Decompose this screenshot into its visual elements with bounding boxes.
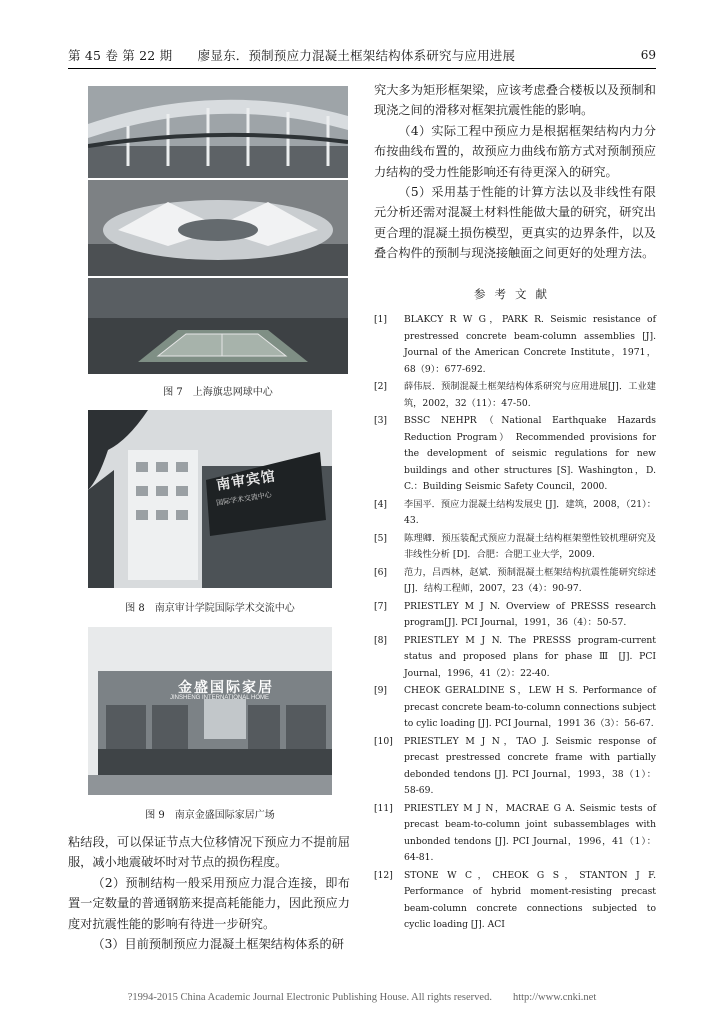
reference-text: PRIESTLEY M J N，TAO J. Seismic response of precast prestressed concrete frame with partially debonded tendons [J]. PCI Journal，1993，38（1）：58-69. <box>404 735 656 796</box>
figure-7-photo-top <box>88 86 348 178</box>
figure-8-sign-subtext: 国际学术交流中心 <box>215 490 273 508</box>
right-paragraph: 究大多为矩形框架梁，应该考虑叠合楼板以及预制和现浇之间的滑移对框架抗震性能的影响。 <box>374 83 656 118</box>
reference-text: PRIESTLEY M J N，MACRAE G A. Seismic tests of precast beam-to-column joint subassemblages with unbonded tendons [J]. PCI Journal，1996，41（1）：64-81. <box>404 802 656 863</box>
running-title: 第 45 卷 第 22 期 廖显东．预制预应力混凝土框架结构体系研究与应用进展 <box>68 48 516 63</box>
figure-8-sign-text: 南审宾馆 <box>215 468 278 494</box>
reference-item <box>374 413 656 496</box>
reference-number: [3] <box>374 415 388 426</box>
reference-item <box>374 565 656 598</box>
reference-item <box>374 531 656 564</box>
reference-item <box>374 312 656 378</box>
reference-text: PRIESTLEY M J N. The PRESSS program-current status and proposed plans for phase Ⅲ [J]. PCI Journal，1996，41（2）：22-40. <box>404 634 656 679</box>
reference-item <box>374 734 656 800</box>
reference-item <box>374 599 656 632</box>
reference-text: BSSC NEHPR（National Earthquake Hazards Reduction Program） Recommended provisions for the development of seismic regulations for new buildings and other structures [S]. Washington，D. C.：Building Seismic Safety Council，2000. <box>404 415 656 492</box>
reference-text: 薛伟辰．预制混凝土框架结构体系研究与应用进展[J]．工业建筑，2002，32（11）：47-50. <box>404 381 656 409</box>
reference-number: [4] <box>374 498 388 510</box>
figure-9-sign-text: 金盛国际家居 <box>178 680 274 696</box>
reference-number: [1] <box>374 314 388 325</box>
right-paragraph: （5）采用基于性能的计算方法以及非线性有限元分析还需对混凝土材料性能做大量的研究，研究出更合理的混凝土损伤模型，更真实的边界条件，以及叠合构件的预制与现浇接触面之间更好的处理方法。 <box>374 185 656 261</box>
running-header <box>68 44 656 66</box>
figure-7-photo-middle <box>88 180 348 276</box>
figure-8-caption: 图 8 南京审计学院国际学术交流中心 <box>125 603 295 614</box>
reference-number: [6] <box>374 566 388 578</box>
reference-number: [12] <box>374 869 393 881</box>
reference-item <box>374 633 656 683</box>
figure-9-photo <box>88 627 332 795</box>
reference-list <box>374 312 656 935</box>
reference-number: [11] <box>374 802 393 814</box>
references-title: 参考文献 <box>474 287 556 301</box>
left-column-text <box>68 832 350 954</box>
reference-item <box>374 801 656 867</box>
right-paragraph: （4）实际工程中预应力是根据框架结构内力分布按曲线布置的，故预应力曲线布筋方式对预制预应力结构的受力性能影响还有待更深入的研究。 <box>374 123 656 179</box>
left-paragraph: 粘结段，可以保证节点大位移情况下预应力不提前屈服，减小地震破坏时对节点的损伤程度。 <box>68 835 350 870</box>
copyright-footer: ?1994-2015 China Academic Journal Electronic Publishing House. All rights reserved. http://www.cnki.net <box>127 992 597 1003</box>
reference-item <box>374 379 656 412</box>
right-column-text <box>374 80 656 264</box>
reference-number: [10] <box>374 735 393 747</box>
reference-text: 范力，吕西林，赵斌．预制混凝土框架结构抗震性能研究综述 [J]．结构工程师，2007，23（4）：90-97. <box>404 566 656 594</box>
reference-number: [8] <box>374 634 388 646</box>
figure-7-photo-bottom <box>88 278 348 374</box>
reference-item <box>374 868 656 934</box>
left-paragraph: （3）目前预制预应力混凝土框架结构体系的研 <box>92 937 344 952</box>
reference-item <box>374 497 656 530</box>
reference-text: STONE W C，CHEOK G S，STANTON J F. Performance of hybrid moment-resisting precast beam-column concrete connections subjected to cyclic loading [J]. ACI <box>404 869 656 930</box>
figure-9-caption: 图 9 南京金盛国际家居广场 <box>145 810 275 821</box>
reference-text: 陈理卿．预压装配式预应力混凝土结构框架塑性铰机理研究及非线性分析 [D]．合肥：合肥工业大学，2009. <box>404 532 656 560</box>
reference-text: PRIESTLEY M J N. Overview of PRESSS research program[J]. PCI Journal，1991，36（4）：50-57. <box>404 600 656 628</box>
left-paragraph: （2）预制结构一般采用预应力混合连接，即布置一定数量的普通钢筋来提高耗能能力，因此预应力度对抗震性能的影响有待进一步研究。 <box>68 875 350 931</box>
reference-number: [5] <box>374 532 388 544</box>
figure-8-photo <box>88 410 332 588</box>
reference-item <box>374 683 656 733</box>
reference-text: 李国平．预应力混凝土结构发展史 [J]．建筑，2008，（21）：43. <box>404 498 656 526</box>
figure-9-sign-subtext: JINSHENG INTERNATIONAL HOME <box>170 695 270 701</box>
figure-7-caption: 图 7 上海旗忠网球中心 <box>163 387 273 398</box>
reference-number: [9] <box>374 685 388 696</box>
reference-text: BLAKCY R W G，PARK R. Seismic resistance of prestressed concrete beam-column assemblies [J]. Journal of the American Concrete Institute，1971，68（9）：677-692. <box>404 314 656 375</box>
reference-number: [7] <box>374 600 388 612</box>
reference-text: CHEOK GERALDINE S，LEW H S. Performance of precast concrete beam-to-column connections subject to cylic loading [J]. PCI Journal，1991 36（3）：56-67. <box>404 685 656 729</box>
reference-number: [2] <box>374 381 388 392</box>
page-number: 69 <box>640 48 656 62</box>
header-rule <box>68 68 656 69</box>
